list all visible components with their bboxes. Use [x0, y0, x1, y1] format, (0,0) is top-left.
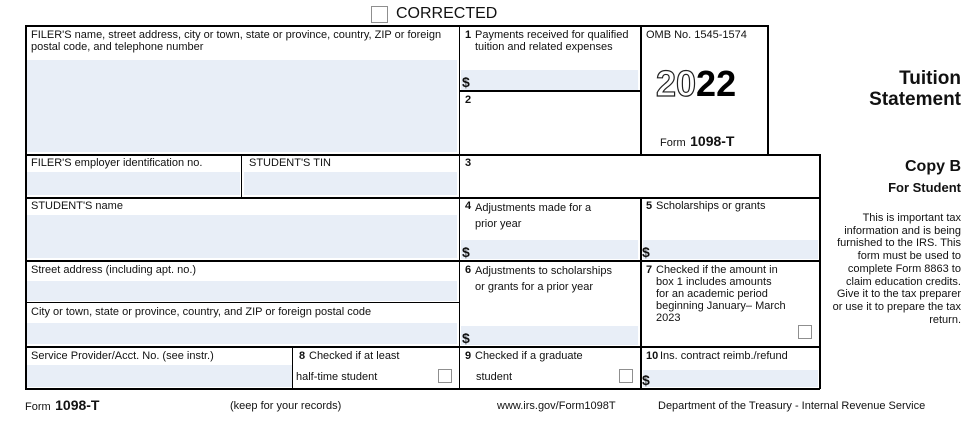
footer-form-name [25, 397, 99, 415]
box8-number: 8 [299, 350, 306, 362]
row-divider-3 [25, 260, 820, 262]
footer-department: Department of the Treasury - Internal Revenue Service [658, 400, 926, 412]
tax-year-outline: 20 [656, 63, 697, 104]
student-tin-label: STUDENT'S TIN [249, 157, 331, 169]
omb-right-border [767, 25, 769, 155]
box5-dollar-sign: $ [642, 244, 650, 260]
copy-b-heading: Copy B [905, 158, 961, 175]
row-divider-1 [25, 154, 820, 156]
box1-dollar-sign: $ [462, 74, 470, 90]
city-input-area[interactable] [27, 323, 457, 344]
box7-checkbox[interactable] [798, 325, 812, 339]
ein-label: FILER'S employer identification no. [31, 157, 203, 169]
box9-label-line1: Checked if a graduate [475, 350, 583, 362]
box8-label-line2: half-time student [296, 371, 378, 383]
box5-input-area[interactable] [643, 240, 818, 259]
student-name-input-area[interactable] [27, 215, 457, 258]
street-input-area[interactable] [27, 281, 457, 301]
footer-form-prefix: Form [25, 401, 51, 413]
tax-year [656, 64, 736, 104]
form-bottom-border [25, 388, 820, 390]
form-title-line2: Statement [869, 89, 961, 110]
box6-label: Adjustments to scholarships or grants for a prior year [475, 265, 612, 293]
corrected-checkbox[interactable] [371, 6, 388, 23]
box4-number: 4 [465, 200, 472, 212]
footer-keep-note: (keep for your records) [230, 400, 342, 412]
row-divider-2 [25, 197, 820, 199]
tax-year-bold: 22 [696, 63, 737, 104]
ein-input-area[interactable] [27, 172, 240, 195]
box10-dollar-sign: $ [642, 372, 650, 388]
ein-tin-divider [241, 154, 242, 198]
box7-label: Checked if the amount in box 1 includes amounts for an academic period beginning January– March 2023 [656, 264, 786, 324]
street-city-divider [25, 302, 459, 303]
form-top-border [25, 25, 640, 27]
street-label: Street address (including apt. no.) [31, 264, 197, 276]
box10-label: Ins. contract reimb./refund [660, 350, 788, 362]
box1-input-area[interactable] [461, 70, 638, 90]
city-label: City or town, state or province, country, and ZIP or foreign postal code [31, 306, 372, 318]
box2-number: 2 [465, 94, 472, 106]
footer-form-number: 1098-T [55, 397, 100, 413]
row-divider-4 [25, 346, 820, 348]
box1-number: 1 [465, 29, 472, 41]
omb-number: OMB No. 1545-1574 [646, 29, 747, 41]
filer-label: FILER'S name, street address, city or town, state or province, country, ZIP or foreign postal code, and telephone number [31, 29, 442, 53]
box7-number: 7 [646, 264, 653, 276]
box1-label: Payments received for qualified tuition and related expenses [475, 29, 629, 53]
box5-number: 5 [646, 200, 653, 212]
col-divider-2a [640, 25, 642, 155]
box10-input-area[interactable] [643, 370, 818, 387]
form-left-border [25, 25, 27, 389]
student-tin-input-area[interactable] [244, 172, 457, 195]
col-divider-1 [459, 25, 461, 389]
box3-number: 3 [465, 157, 472, 169]
box4-dollar-sign: $ [462, 244, 470, 260]
col-divider-2b [640, 197, 642, 389]
omb-form-name [660, 133, 734, 151]
corrected-label: CORRECTED [396, 5, 498, 22]
copy-b-instructions: This is important tax information and is being furnished to the IRS. This form must be used to complete Form 8863 to claim education credits. Give it to the tax preparer or use it to prepare the tax return. [832, 212, 961, 326]
box9-label-line2: student [476, 371, 513, 383]
box9-checkbox[interactable] [619, 369, 633, 383]
provider-input-area[interactable] [27, 365, 292, 387]
box8-checkbox[interactable] [438, 369, 452, 383]
box9-number: 9 [465, 350, 472, 362]
box6-dollar-sign: $ [462, 330, 470, 346]
box8-label-line1: Checked if at least [309, 350, 400, 362]
provider-box8-divider [292, 346, 293, 389]
filer-input-area[interactable] [27, 60, 457, 152]
footer-url: www.irs.gov/Form1098T [497, 400, 616, 412]
box1-box2-divider [459, 90, 640, 92]
form-title-line1: Tuition [899, 68, 961, 89]
omb-form-number: 1098-T [690, 133, 735, 149]
form-right-border [819, 154, 821, 389]
box4-input-area[interactable] [461, 240, 638, 259]
omb-form-prefix: Form [660, 137, 686, 149]
form-title [869, 68, 961, 110]
box4-label: Adjustments made for a prior year [475, 202, 592, 230]
box6-input-area[interactable] [461, 326, 638, 345]
omb-top-border [640, 25, 768, 27]
provider-label: Service Provider/Acct. No. (see instr.) [31, 350, 214, 362]
student-name-label: STUDENT'S name [31, 200, 123, 212]
box6-number: 6 [465, 264, 472, 276]
copy-b-subheading: For Student [888, 180, 961, 195]
box10-number: 10 [646, 350, 659, 362]
box5-label: Scholarships or grants [656, 200, 766, 212]
